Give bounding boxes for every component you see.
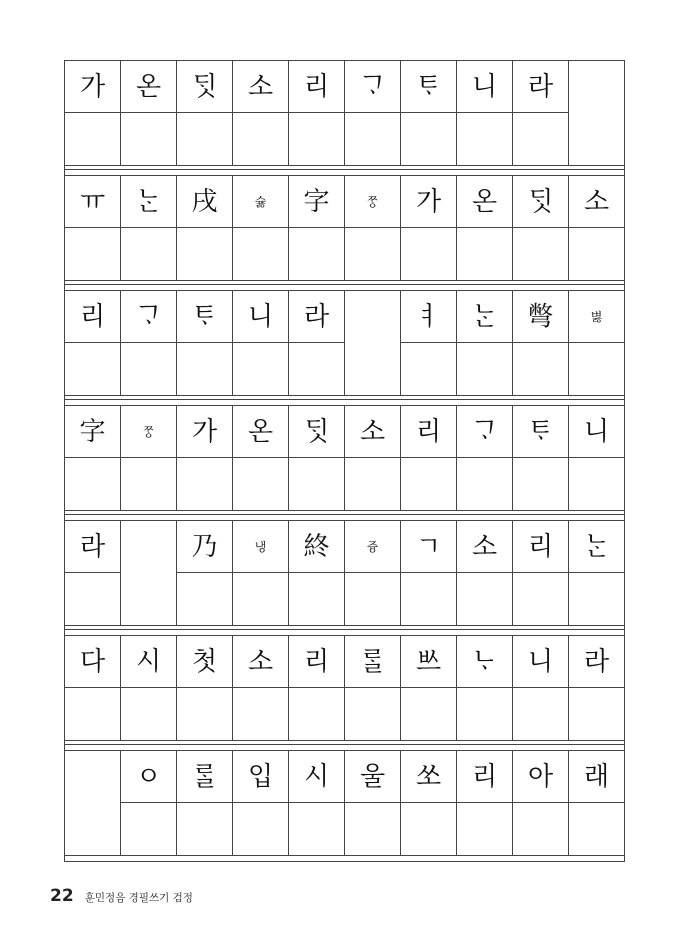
reading-annotation-cell: ᄍᆞᆼ [121,406,177,458]
practice-cell [177,803,233,856]
row-group-1 [64,60,625,166]
reading-annotation-cell: 냉 [233,521,289,573]
page-footer [50,886,193,906]
glyph-cell: 가 [177,406,233,458]
glyph-cell: ᄅᆞᆯ [177,751,233,803]
glyph-cell: 소 [457,521,513,573]
practice-cell [401,228,457,281]
reading-annotation-cell: 슗 [233,176,289,228]
practice-cell [65,343,121,396]
glyph-cell: 첫 [177,636,233,688]
glyph-cell: 終 [289,521,345,573]
practice-cell [457,803,513,856]
glyph-cell: 니 [513,636,569,688]
glyph-cell: ᄅᆞᆯ [345,636,401,688]
practice-cell [401,343,457,396]
practice-cell [345,113,401,166]
practice-cell [345,688,401,741]
glyph-cell: ᄂᆞ [457,636,513,688]
practice-cell [65,113,121,166]
practice-cell [401,803,457,856]
blank-merged-cell [121,521,177,626]
glyph-cell: 라 [65,521,121,573]
glyph-cell: 彆 [513,291,569,343]
glyph-cell: 戌 [177,176,233,228]
glyph-cell: ᄀᆞ [457,406,513,458]
row-separator [64,396,625,405]
glyph-cell: ᄀᆞ [345,61,401,113]
practice-cell [177,688,233,741]
practice-cell [513,458,569,511]
glyph-cell: ᄃᆡᆺ [177,61,233,113]
practice-cell [457,113,513,166]
practice-cell [233,458,289,511]
glyph-cell: 리 [401,406,457,458]
practice-cell [457,688,513,741]
glyph-cell: 니 [457,61,513,113]
practice-cell [345,228,401,281]
glyph-cell: 소 [233,636,289,688]
bottom-border [64,856,625,862]
glyph-cell: ᄃᆡᆺ [289,406,345,458]
glyph-cell: 온 [121,61,177,113]
practice-cell [457,343,513,396]
practice-cell [457,458,513,511]
practice-cell [345,458,401,511]
glyph-cell: ᄡᅳ [401,636,457,688]
glyph-cell: 가 [65,61,121,113]
glyph-cell: ᄃᆡᆺ [513,176,569,228]
row-group-2 [64,175,625,281]
practice-cell [65,688,121,741]
glyph-cell: 리 [289,636,345,688]
row-separator [64,281,625,290]
glyph-cell: ㅕ [401,291,457,343]
writing-practice-sheet [64,60,625,862]
practice-cell [569,573,625,626]
practice-cell [177,228,233,281]
reading-annotation-cell: 즁 [345,521,401,573]
practice-cell [513,573,569,626]
glyph-cell: ᄐᆞ [177,291,233,343]
glyph-cell: 온 [457,176,513,228]
glyph-cell: 라 [513,61,569,113]
glyph-cell: 乃 [177,521,233,573]
glyph-cell: ㅠ [65,176,121,228]
practice-cell [513,803,569,856]
practice-cell [569,343,625,396]
practice-cell [121,228,177,281]
practice-cell [289,113,345,166]
practice-cell [401,688,457,741]
practice-cell [65,228,121,281]
row-group-6 [64,635,625,741]
glyph-cell: 시 [289,751,345,803]
book-title: 훈민정음 경필쓰기 검정 [84,892,193,904]
practice-cell [121,343,177,396]
glyph-cell: 리 [513,521,569,573]
practice-cell [233,113,289,166]
row-group-7 [64,750,625,856]
practice-cell [233,803,289,856]
practice-cell [233,688,289,741]
practice-cell [513,228,569,281]
practice-cell [569,688,625,741]
practice-cell [569,803,625,856]
glyph-cell: 래 [569,751,625,803]
glyph-cell: 니 [569,406,625,458]
glyph-cell: 아 [513,751,569,803]
practice-cell [289,228,345,281]
practice-cell [121,688,177,741]
row-separator [64,511,625,520]
practice-cell [177,113,233,166]
practice-cell [513,688,569,741]
glyph-cell: 울 [345,751,401,803]
row-group-5 [64,520,625,626]
reading-annotation-cell: 볋 [569,291,625,343]
practice-cell [345,573,401,626]
practice-cell [513,113,569,166]
practice-cell [289,573,345,626]
practice-cell [121,113,177,166]
glyph-cell: 온 [233,406,289,458]
blank-merged-cell [569,61,625,166]
glyph-cell: 字 [65,406,121,458]
practice-cell [401,113,457,166]
practice-cell [457,573,513,626]
practice-cell [177,343,233,396]
glyph-cell: ㄱ [401,521,457,573]
glyph-cell: 소 [569,176,625,228]
practice-cell [177,458,233,511]
practice-cell [569,228,625,281]
glyph-cell: ᄀᆞ [121,291,177,343]
practice-cell [233,228,289,281]
practice-cell [233,343,289,396]
practice-cell [121,458,177,511]
glyph-cell: 字 [289,176,345,228]
glyph-cell: 쏘 [401,751,457,803]
practice-cell [289,343,345,396]
practice-cell [121,803,177,856]
practice-cell [289,458,345,511]
row-group-3 [64,290,625,396]
practice-cell [457,228,513,281]
glyph-cell: ᄂᆞᆫ [121,176,177,228]
practice-cell [233,573,289,626]
practice-cell [401,458,457,511]
glyph-cell: ᄂᆞᆫ [457,291,513,343]
practice-cell [345,803,401,856]
row-group-4 [64,405,625,511]
glyph-cell: 라 [569,636,625,688]
reading-annotation-cell: ᄍᆞᆼ [345,176,401,228]
practice-cell [289,803,345,856]
blank-merged-cell [65,751,121,856]
glyph-cell: 리 [65,291,121,343]
glyph-cell: ᄐᆞ [513,406,569,458]
page-number: 22 [50,886,74,906]
glyph-cell: ᄐᆞ [401,61,457,113]
practice-cell [569,458,625,511]
glyph-cell: 다 [65,636,121,688]
glyph-cell: 니 [233,291,289,343]
practice-cell [289,688,345,741]
practice-cell [401,573,457,626]
glyph-cell: 라 [289,291,345,343]
glyph-cell: 리 [289,61,345,113]
practice-cell [65,458,121,511]
glyph-cell: ㅇ [121,751,177,803]
glyph-cell: 소 [345,406,401,458]
glyph-cell: 소 [233,61,289,113]
row-separator [64,741,625,750]
glyph-cell: ᄂᆞᆫ [569,521,625,573]
glyph-cell: 가 [401,176,457,228]
practice-cell [65,573,121,626]
row-separator [64,166,625,175]
glyph-cell: 입 [233,751,289,803]
blank-merged-cell [345,291,401,396]
row-separator [64,626,625,635]
glyph-cell: 리 [457,751,513,803]
practice-cell [513,343,569,396]
practice-cell [177,573,233,626]
glyph-cell: 시 [121,636,177,688]
